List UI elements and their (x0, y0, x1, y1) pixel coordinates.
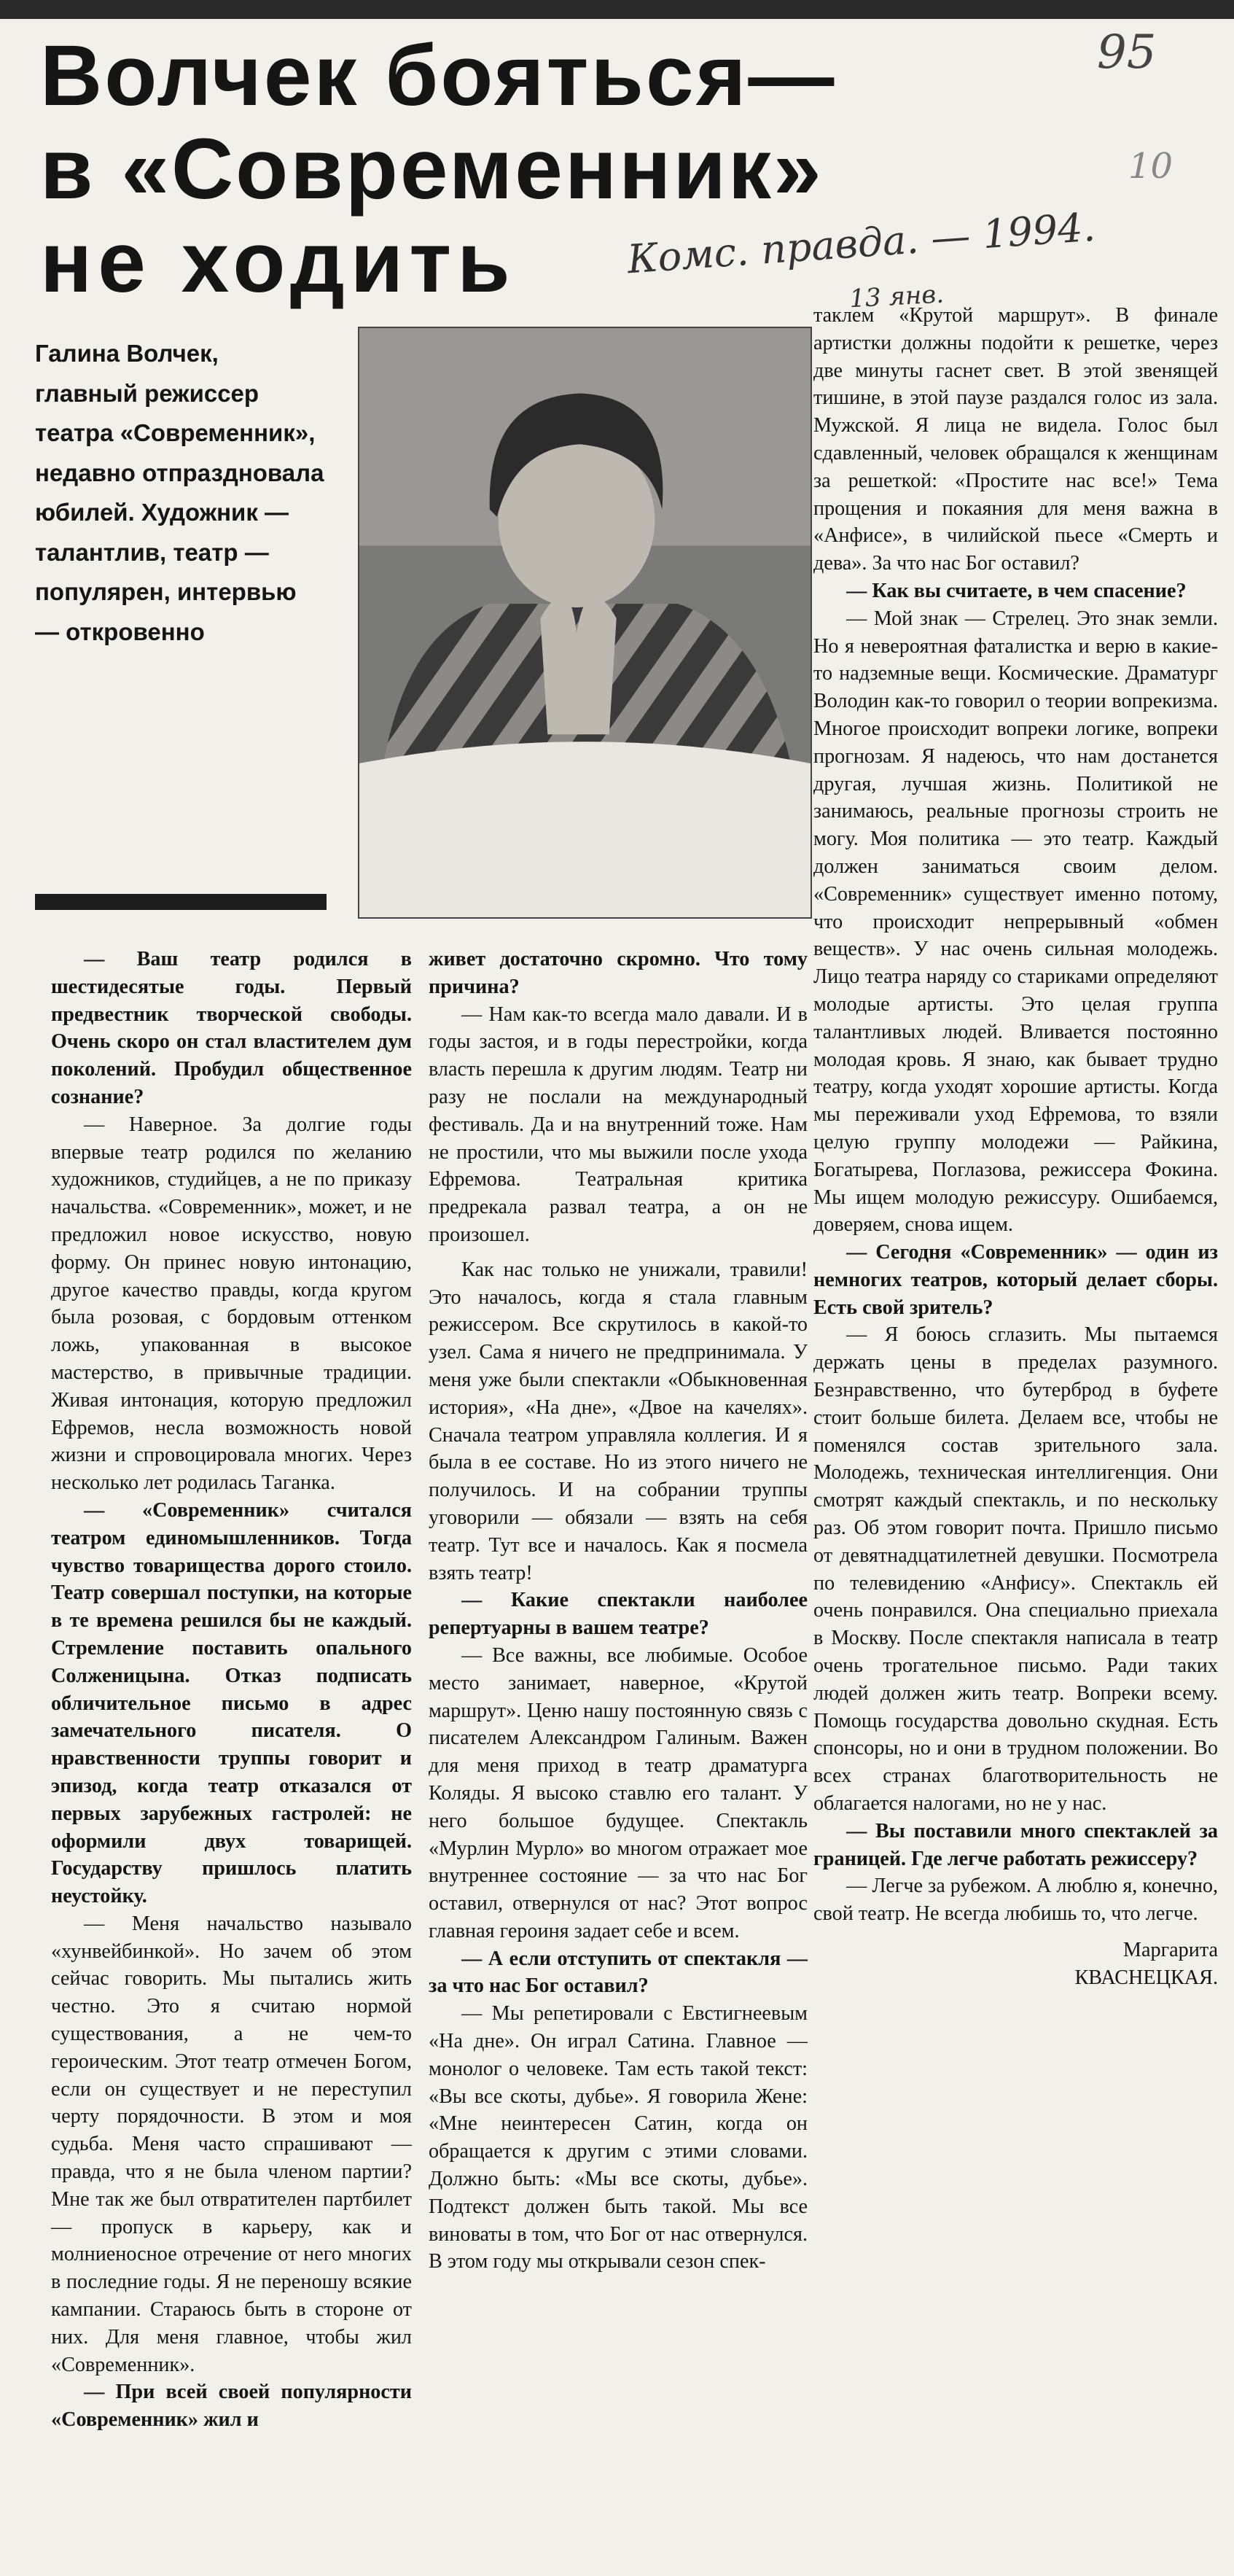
article-column-3 (813, 302, 1218, 1992)
handwritten-date-note: 13 янв. (848, 279, 945, 314)
article-column-2 (429, 946, 808, 2276)
headline-line-2: в «Современник» (40, 121, 824, 217)
portrait-desk (359, 742, 811, 917)
top-border (0, 0, 1234, 19)
answer-paragraph: — Мой знак — Стрелец. Это знак земли. Но я невероятная фаталистка и верю в какие-то надземные вещи. Космические. Драматург Володин как-то говорил о теории вопрекизма. Многое происходит вопреки логике, вопреки прогнозам. Я надеюсь, что нам достанется другая, лучшая жизнь. Политикой не занимаюсь, реальные прогнозы строить не могу. Моя политика — это театр. Каждый должен заниматься своим делом. «Современник» существует именно потому, что происходит непрерывный «обмен веществ». У нас очень сильная молодежь. Лицо театра наряду со стариками определяют молодые артисты. Это целая группа талантливых людей. Вливается постоянно молодая кровь. Я знаю, как бывает трудно театру, когда уходят хорошие артисты. Когда мы переживали уход Ефремова, то взяли целую группу молодежи — Райкина, Богатырева, Поглазова, режиссера Фокина. Мы ищем молодую режиссуру. Ошибаемся, доверяем, снова ищем. (813, 607, 1218, 1237)
answer-paragraph: — Наверное. За долгие годы впервые театр родился по желанию художников, студийцев, а не по приказу начальства. «Современник», может, и не предложил новое искусство, новую форму. Он принес новую интонацию, другое качество правды, когда кругом была розовая, с бордовым оттенком ложь, упакованная в высокое мастерство, в привычные традиции. Живая интонация, которую предложил Ефремов, несла возможность новой жизни и спровоцировала многих. Через несколько лет родилась Таганка. (51, 1113, 412, 1495)
headline-line-3: не ходить (40, 214, 516, 311)
answer-paragraph: таклем «Крутой маршрут». В финале артистки должны подойти к решетке, через две минуты гаснет свет. В этой звенящей тишине, в этой паузе раздался голос из зала. Мужской. Я лица не видела. Голос был сдавленный, человек обращался к женщинам за решеткой: «Простите нас все!» Тема прощения и покаяния для меня важна в «Анфисе», в чилийской пьесе «Смерть и дева». За что нас Бог оставил? (813, 304, 1218, 575)
answer-paragraph: Как нас только не унижали, травили! Это началось, когда я стала главным режиссером. Все скрутилось в какой-то узел. Сама я ничего не предпринимала. У меня уже были спектакли «Обыкновенная история», «На дне», «Двое на качелях». Сначала театром управляла коллегия. И я была в ее составе. Но из этого ничего не получилось. И на собрании труппы уговорили — обязали — взять на себя театр. Тут все и началось. Как я посмела взять театр! (429, 1258, 808, 1584)
question-paragraph: — Вы поставили много спектаклей за границей. Где легче работать режиссеру? (813, 1819, 1218, 1870)
author-first-name: Маргарита (1122, 1939, 1218, 1962)
handwritten-source-note: Комс. правда. — 1994. (625, 203, 1097, 283)
answer-paragraph: — Меня начальство называло «хунвейбинкой». Но зачем об этом сейчас говорить. Мы пытались жить честно. Это я считаю нормой существования, а не чем-то героическим. Этот театр отмечен Богом, если он существует и не переступил черту порядочности. В этом и моя судьба. Меня часто спрашивают — правда, что я не была членом партии? Мне так же был отвратителен партбилет — пропуск в карьеру, как и молниеносное отречение от него многих в последние годы. Я не переношу всякие кампании. Стараюсь быть в стороне от них. Для меня главное, чтобы жил «Современник». (51, 1912, 412, 2376)
author-last-name: КВАСНЕЦКАЯ. (1074, 1966, 1218, 1989)
author-signature (813, 1937, 1218, 1992)
article-column-3-body (813, 302, 1218, 1928)
handwritten-page-number: 95 (1097, 26, 1157, 79)
lead-divider-bar (35, 894, 327, 910)
answer-paragraph: — Легче за рубежом. А люблю я, конечно, свой театр. Не всегда любишь то, что легче. (813, 1875, 1219, 1926)
question-paragraph: — Ваш театр родился в шестидесятые годы. Первый предвестник творческой свободы. Очень скоро он стал властителем дум поколений. Пробудил общественное сознание? (51, 948, 412, 1108)
question-paragraph: — Какие спектакли наиболее репертуарны в вашем театре? (429, 1589, 808, 1640)
question-paragraph: живет достаточно скромно. Что тому причина? (429, 948, 808, 998)
answer-paragraph: — Нам как-то всегда мало давали. И в годы застоя, и в годы перестройки, когда власть перешла к другим людям. Театр ни разу не послали на международный фестиваль. Да и на внутренний тоже. Нам не простили, что мы выжили после ухода Ефремова. Театральная критика предрекала развал театра, а он не произошел. (429, 1003, 808, 1246)
question-paragraph: — А если отступить от спектакля — за что нас Бог оставил? (429, 1947, 808, 1998)
portrait-photo-icon (359, 328, 811, 917)
lead-paragraph: Галина Волчек, главный режиссер театра «Современник», недавно отпраздновала юбилей. Художник — талантлив, театр — популярен, интервью — откровенно (35, 340, 324, 645)
portrait-photo (358, 327, 812, 919)
question-paragraph: — «Современник» считался театром единомышленников. Тогда чувство товарищества дорого стоило. Театр совершал поступки, на которые в те времена решился бы не каждый. Стремление поставить опального Солженицына. Отказ подписать обличительное письмо в адрес замечательного писателя. О нравственности труппы говорит и эпизод, когда театр отказался от первых зарубежных гастролей: не оформили двух товарищей. Государству пришлось платить неустойку. (51, 1498, 412, 1908)
answer-paragraph: — Мы репетировали с Евстигнеевым «На дне». Он играл Сатина. Главное — монолог о человеке. Там есть такой текст: «Вы все скоты, дубье». Я говорила Жене: «Мне неинтересен Сатин, когда он обращается к другим с этими словами. Должно быть: «Мы все скоты, дубье». Подтекст должен быть такой. Мы все виноваты в том, что Бог от нас отвернулся. В этом году мы открывали сезон спек- (429, 2002, 808, 2273)
answer-paragraph: — Я боюсь сглазить. Мы пытаемся держать цены в пределах разумного. Безнравственно, что бутерброд в буфете стоит больше билета. Делаем все, чтобы не поменялся состав зрительного зала. Молодежь, техническая интеллигенция. Они смотрят каждый спектакль, и по нескольку раз. Об этом говорит почта. Пришло письмо от девятнадцатилетней девушки. Посмотрела по телевидению «Анфису». Спектакль ей очень понравился. Она специально приехала в Москву. После спектакля написала в театр очень трогательное письмо. Ради таких людей должен жить театр. Вопреки всему. Помощь государства довольно скудная. Есть спонсоры, но и они в трудном положении. Во всех странах благотворительность не облагается налогами, но не у нас. (813, 1323, 1218, 1816)
article-column-1 (51, 946, 412, 2434)
question-paragraph: — Сегодня «Современник» — один из немногих театров, который делает сборы. Есть свой зритель? (813, 1241, 1218, 1319)
question-paragraph: — Как вы считаете, в чем спасение? (846, 579, 1187, 602)
headline-line-1: Волчек бояться— (40, 28, 837, 124)
answer-paragraph: — Все важны, все любимые. Особое место занимает, наверное, «Крутой маршрут». Ценю нашу постоянную связь с писателем Александром Галиным. Важен для меня приход в театр драматурга Коляды. Я высоко ставлю его талант. У него большое будущее. Спектакль «Мурлин Мурло» во многом отражает мое внутреннее состояние — за что нас Бог оставил, отвернулся от нас? Этот вопрос главная героиня задает себе и всем. (429, 1643, 808, 1942)
handwritten-margin-number: 10 (1128, 146, 1174, 187)
question-paragraph: — При всей своей популярности «Современник» жил и (51, 2381, 412, 2432)
